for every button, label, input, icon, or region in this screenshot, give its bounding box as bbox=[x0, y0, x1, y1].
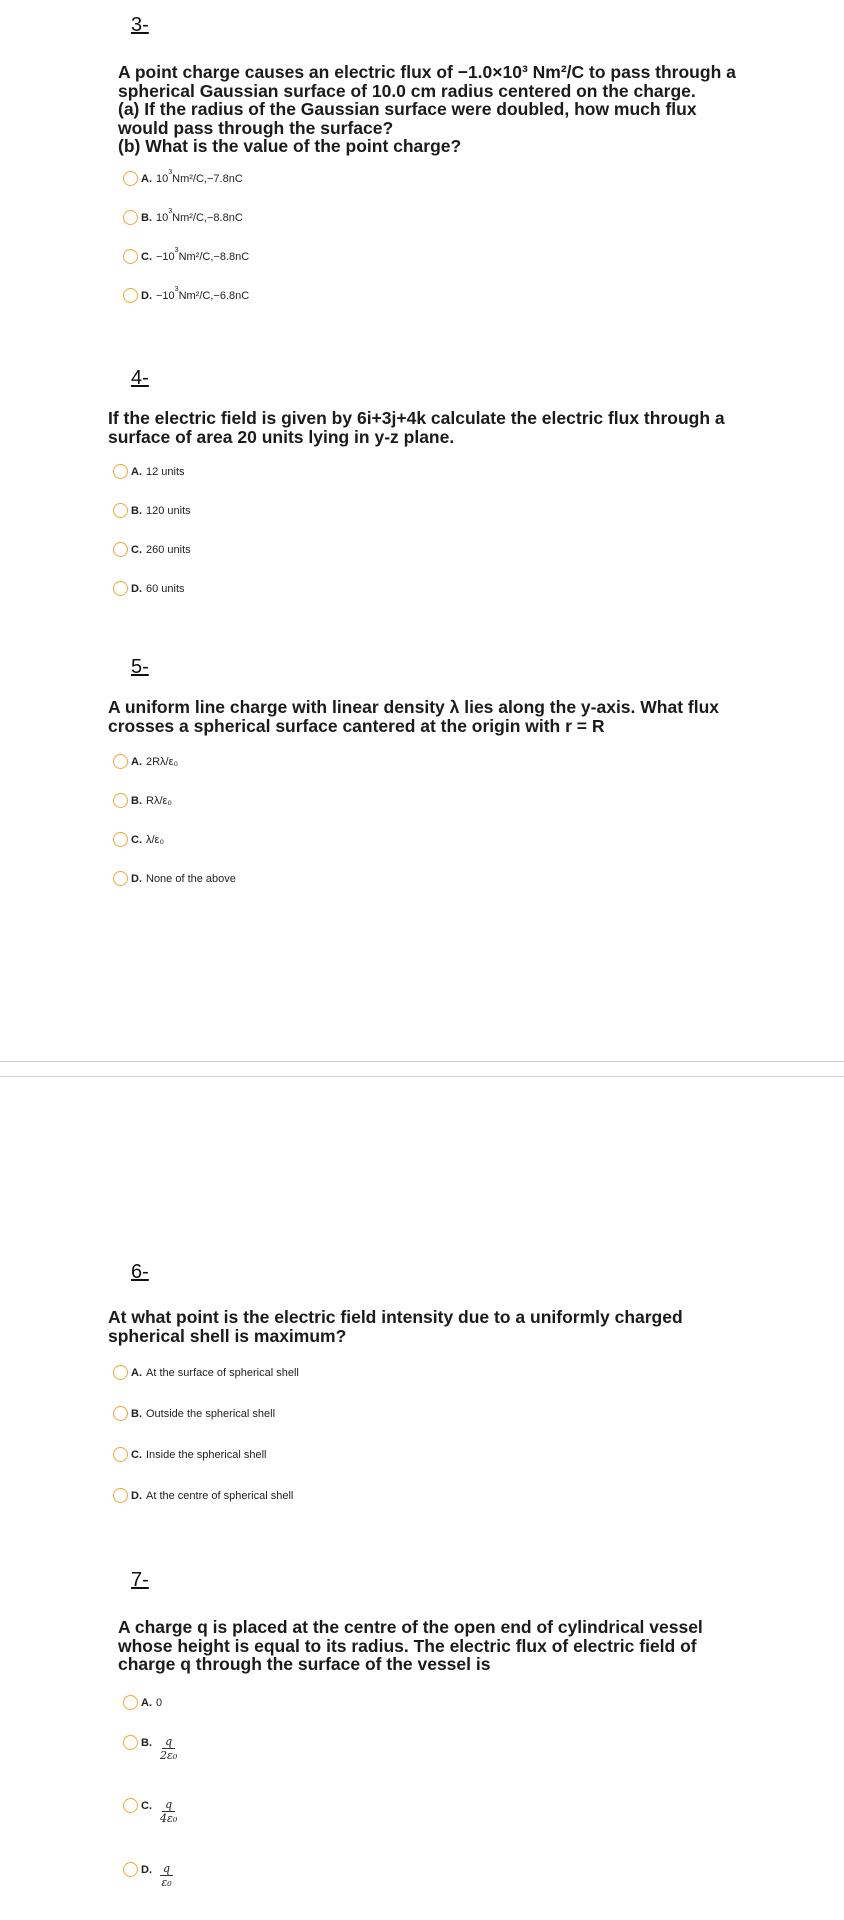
radio-button[interactable] bbox=[113, 1488, 128, 1503]
radio-button[interactable] bbox=[123, 1862, 138, 1877]
option-c[interactable]: C. 260 units bbox=[113, 544, 191, 557]
radio-button[interactable] bbox=[113, 1447, 128, 1462]
radio-button[interactable] bbox=[113, 871, 128, 886]
option-d[interactable]: D. −10 3 Nm²/C,−6.8nC bbox=[123, 290, 249, 303]
question-text: If the electric field is given by 6i+3j+4k calculate the electric flux through a surface of area 20 units lying in y-z plane. bbox=[108, 408, 725, 447]
radio-button[interactable] bbox=[113, 464, 128, 479]
option-d[interactable]: D. At the centre of spherical shell bbox=[113, 1490, 293, 1503]
radio-button[interactable] bbox=[113, 832, 128, 847]
radio-button[interactable] bbox=[123, 1735, 138, 1750]
option-b[interactable]: B. 10 3 Nm²/C,−8.8nC bbox=[123, 212, 243, 225]
radio-button[interactable] bbox=[113, 542, 128, 557]
question-text: At what point is the electric field intensity due to a uniformly charged spherical shell is maximum? bbox=[108, 1307, 683, 1346]
question-text: A uniform line charge with linear density λ lies along the y-axis. What flux crosses a spherical surface cantered at the origin with r = R bbox=[108, 697, 720, 736]
radio-button[interactable] bbox=[113, 754, 128, 769]
fraction: $\frac{q}{\text{2ε₀}}$ bbox=[160, 1735, 178, 1762]
option-a[interactable]: A. At the surface of spherical shell bbox=[113, 1367, 299, 1380]
radio-button[interactable] bbox=[123, 288, 138, 303]
radio-button[interactable] bbox=[113, 793, 128, 808]
option-b[interactable]: B. $\frac{q}{\text{2ε₀}}$ bbox=[123, 1737, 177, 1763]
question-number: 3- bbox=[131, 14, 149, 36]
option-a[interactable]: A. 12 units bbox=[113, 466, 185, 479]
option-d[interactable]: D. $\frac{q}{\text{ε₀}}$ bbox=[123, 1864, 173, 1890]
question-number: 4- bbox=[131, 367, 149, 389]
option-c[interactable]: C. $\frac{q}{\text{4ε₀}}$ bbox=[123, 1800, 177, 1826]
option-c[interactable]: C. −10 3 Nm²/C,−8.8nC bbox=[123, 251, 249, 264]
radio-button[interactable] bbox=[123, 171, 138, 186]
option-b[interactable]: B. Rλ/ε₀ bbox=[113, 795, 172, 808]
option-a[interactable]: A. 10 3 Nm²/C,−7.8nC bbox=[123, 173, 243, 186]
option-b[interactable]: B. 120 units bbox=[113, 505, 191, 518]
option-d[interactable]: D. None of the above bbox=[113, 873, 236, 886]
radio-button[interactable] bbox=[113, 1365, 128, 1380]
radio-button[interactable] bbox=[113, 503, 128, 518]
question-number: 7- bbox=[131, 1569, 149, 1591]
page-divider bbox=[0, 1061, 844, 1077]
question-number: 6- bbox=[131, 1261, 149, 1283]
option-c[interactable]: C. λ/ε₀ bbox=[113, 834, 164, 847]
fraction: $\frac{q}{\text{ε₀}}$ bbox=[161, 1862, 172, 1889]
radio-button[interactable] bbox=[113, 581, 128, 596]
question-text: A charge q is placed at the centre of the open end of cylindrical vessel whose height is equal to its radius. The electric flux of electric field of charge q through the surface of the vessel is bbox=[118, 1617, 703, 1674]
option-b[interactable]: B. Outside the spherical shell bbox=[113, 1408, 275, 1421]
option-c[interactable]: C. Inside the spherical shell bbox=[113, 1449, 266, 1462]
question-text: A point charge causes an electric flux of −1.0×10³ Nm²/C to pass through a spherical Gaussian surface of 10.0 cm radius centered on the charge. (a) If the radius of the Gaussian surface were doubled, how much flux would pass through the surface? (b) What is the value of the point charge? bbox=[118, 62, 736, 156]
option-d[interactable]: D. 60 units bbox=[113, 583, 185, 596]
radio-button[interactable] bbox=[123, 1798, 138, 1813]
option-a[interactable]: A. 0 bbox=[123, 1697, 162, 1710]
option-a[interactable]: A. 2Rλ/ε₀ bbox=[113, 756, 178, 769]
radio-button[interactable] bbox=[113, 1406, 128, 1421]
question-number: 5- bbox=[131, 656, 149, 678]
radio-button[interactable] bbox=[123, 210, 138, 225]
radio-button[interactable] bbox=[123, 1695, 138, 1710]
fraction: $\frac{q}{\text{4ε₀}}$ bbox=[160, 1798, 178, 1825]
radio-button[interactable] bbox=[123, 249, 138, 264]
